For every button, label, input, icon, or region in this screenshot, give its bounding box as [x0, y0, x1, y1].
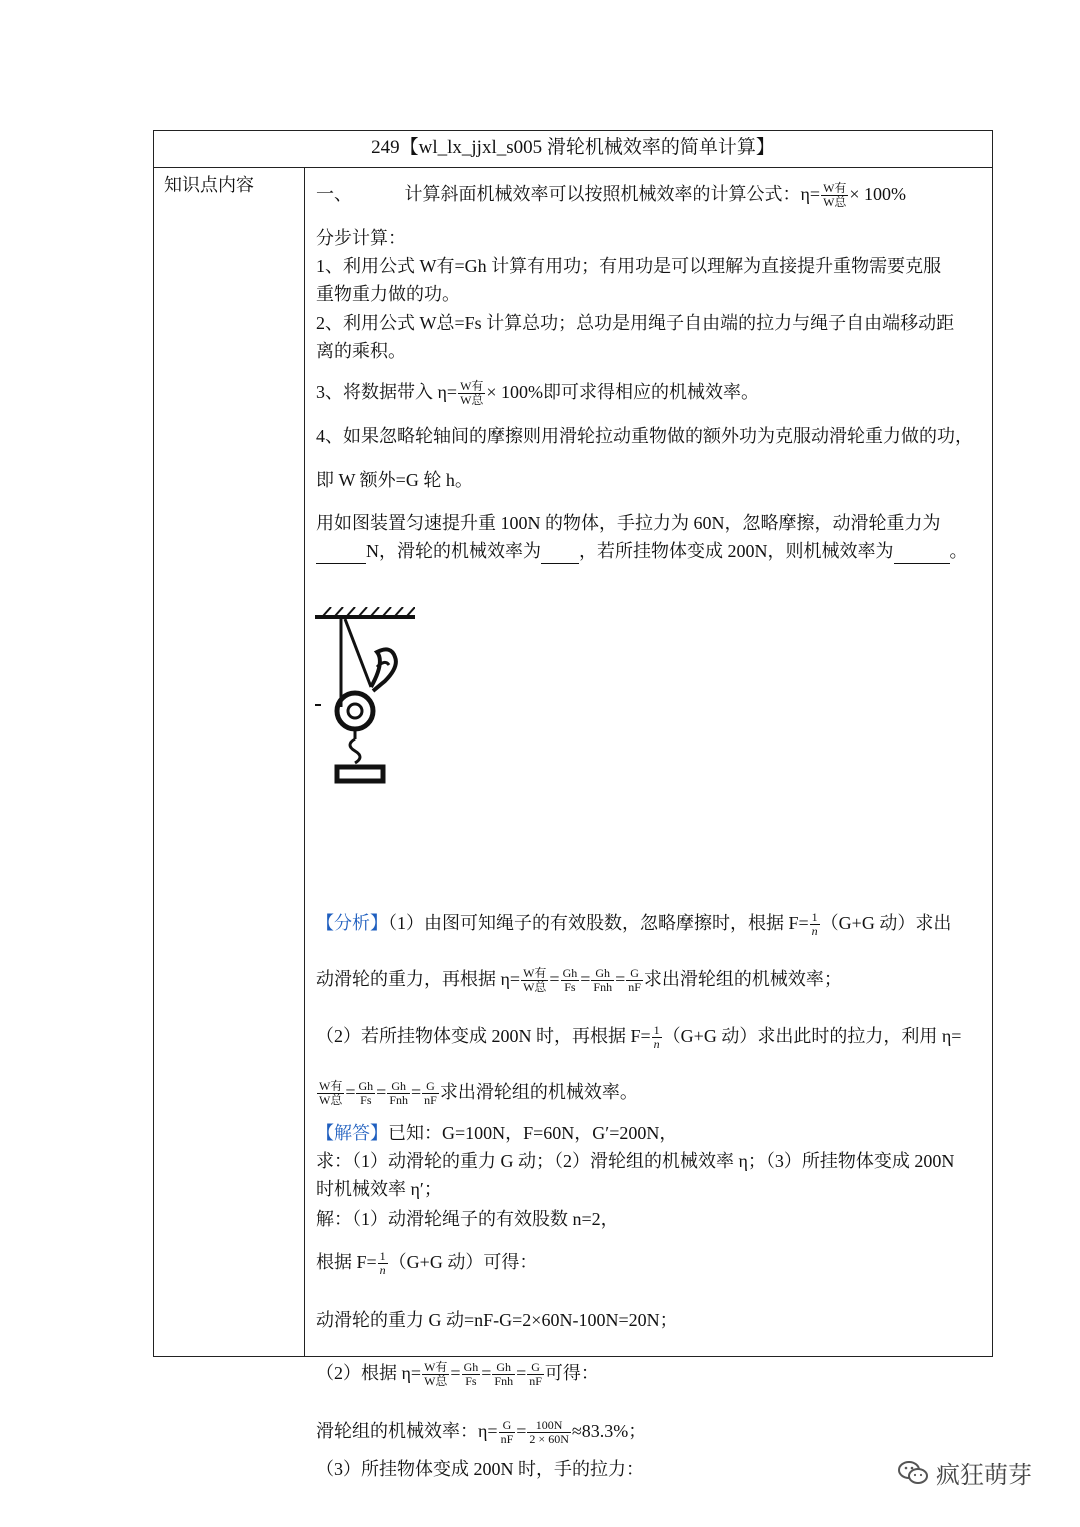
analysis-line-2: 动滑轮的重力，再根据 η= $\frac{\text{W有}}{\text{W总}}$ = $\frac{Gh}{Fs}$ = $\frac{Gh}{\text{Fnh}}$ = $\frac{G}{nF}$ 求出滑轮组的机械效率；: [316, 966, 842, 995]
blank-1: [316, 545, 366, 564]
answer-line-find-a: 求：（1）动滑轮的重力 G 动；（2）滑轮组的机械效率 η；（3）所挂物体变成 200N: [316, 1151, 955, 1171]
fraction-w: $\frac{\text{W有}}{\text{W总}}$: [460, 379, 484, 408]
formula-line: [316, 181, 982, 209]
step4-line-b: 即 W 额外=G 轮 h。: [316, 470, 473, 490]
formula-text: 计算斜面机械效率可以按照机械效率的计算公式：η=: [404, 184, 821, 204]
problem-line-a: 用如图装置匀速提升重 100N 的物体，手拉力为 60N，忽略摩擦，动滑轮重力为: [316, 513, 941, 533]
step4-line-a: 4、如果忽略轮轴间的摩擦则用滑轮拉动重物做的额外功为克服动滑轮重力做的功，: [316, 426, 973, 446]
knowledge-table: [153, 130, 993, 1479]
knowledge-label: [154, 167, 305, 1356]
solve-line-2: 根据 F= $\frac{1}{n}$ （G+G 动）可得：: [316, 1249, 538, 1278]
solve-line-5: 滑轮组的机械效率：η= $\frac{G}{nF}$ = $\frac{100N}{2 \times 60N}$ ≈83.3%；: [316, 1418, 647, 1447]
analysis-line-1: 【分析】（1）由图可知绳子的有效股数，忽略摩擦时，根据 F= $\frac{1}{n}$ （G+G 动）求出: [316, 910, 952, 939]
step3-line: 3、将数据带入 η= $\frac{\text{W有}}{\text{W总}}$ × 100%即可求得相应的机械效率。: [316, 379, 760, 408]
answer-line-known: 【解答】已知：G=100N，F=60N，G′=200N，: [316, 1123, 678, 1143]
step1-line-b: 重物重力做的功。: [316, 284, 460, 304]
table-title: 249【wl_lx_jjxl_s005 滑轮机械效率的简单计算】: [154, 131, 992, 168]
watermark: [898, 1455, 1032, 1490]
solve-line-6: （3）所挂物体变成 200N 时，手的拉力：: [316, 1459, 644, 1479]
content-cell: [305, 167, 992, 1479]
step2-line-a: 2、利用公式 W总=Fs 计算总功；总功是用绳子自由端的拉力与绳子自由端移动距: [316, 313, 955, 333]
answer-tag: 【解答】: [316, 1123, 388, 1143]
answer-line-find-b: 时机械效率 η′；: [316, 1179, 442, 1199]
wechat-icon: [898, 1460, 928, 1486]
analysis-line-4: $\frac{\text{W有}}{\text{W总}}$ = $\frac{Gh}{Fs}$ = $\frac{Gh}{\text{Fnh}}$ = $\frac{G}{nF}$ 求出滑轮组的机械效率。: [319, 1079, 638, 1108]
blank-3: [894, 545, 950, 564]
problem-line-b: N，滑轮的机械效率为 ，若所挂物体变成 200N，则机械效率为 。: [316, 538, 982, 564]
pulley-diagram: [315, 607, 415, 797]
analysis-line-3: （2）若所挂物体变成 200N 时，再根据 F= $\frac{1}{n}$ （G+G 动）求出此时的拉力，利用 η=: [316, 1023, 962, 1052]
blank-2: [541, 545, 579, 564]
formula-suffix: × 100%: [849, 184, 907, 204]
solve-line-3: 动滑轮的重力 G 动=nF-G=2×60N-100N=20N；: [316, 1310, 678, 1330]
section-number: 一、: [316, 184, 352, 204]
fraction-1-over-n: $\frac{1}{n}$: [811, 910, 818, 939]
step-title: 分步计算：: [316, 228, 406, 248]
analysis-tag: 【分析】: [316, 913, 388, 933]
step1-line-a: 1、利用公式 W有=Gh 计算有用功；有用功是可以理解为直接提升重物需要克服: [316, 256, 942, 276]
fraction-w: $\frac{\text{W有}}{\text{W总}}$: [823, 181, 847, 210]
step2-line-b: 离的乘积。: [316, 341, 406, 361]
solve-line-1: 解：（1）动滑轮绳子的有效股数 n=2，: [316, 1209, 619, 1229]
solve-line-4: （2）根据 η= $\frac{\text{W有}}{\text{W总}}$ = $\frac{Gh}{Fs}$ = $\frac{Gh}{\text{Fnh}}$ = $\frac{G}{nF}$ 可得：: [316, 1360, 599, 1389]
label-text: 知识点内容: [164, 175, 254, 195]
watermark-text: 疯狂萌芽: [936, 1461, 1032, 1489]
